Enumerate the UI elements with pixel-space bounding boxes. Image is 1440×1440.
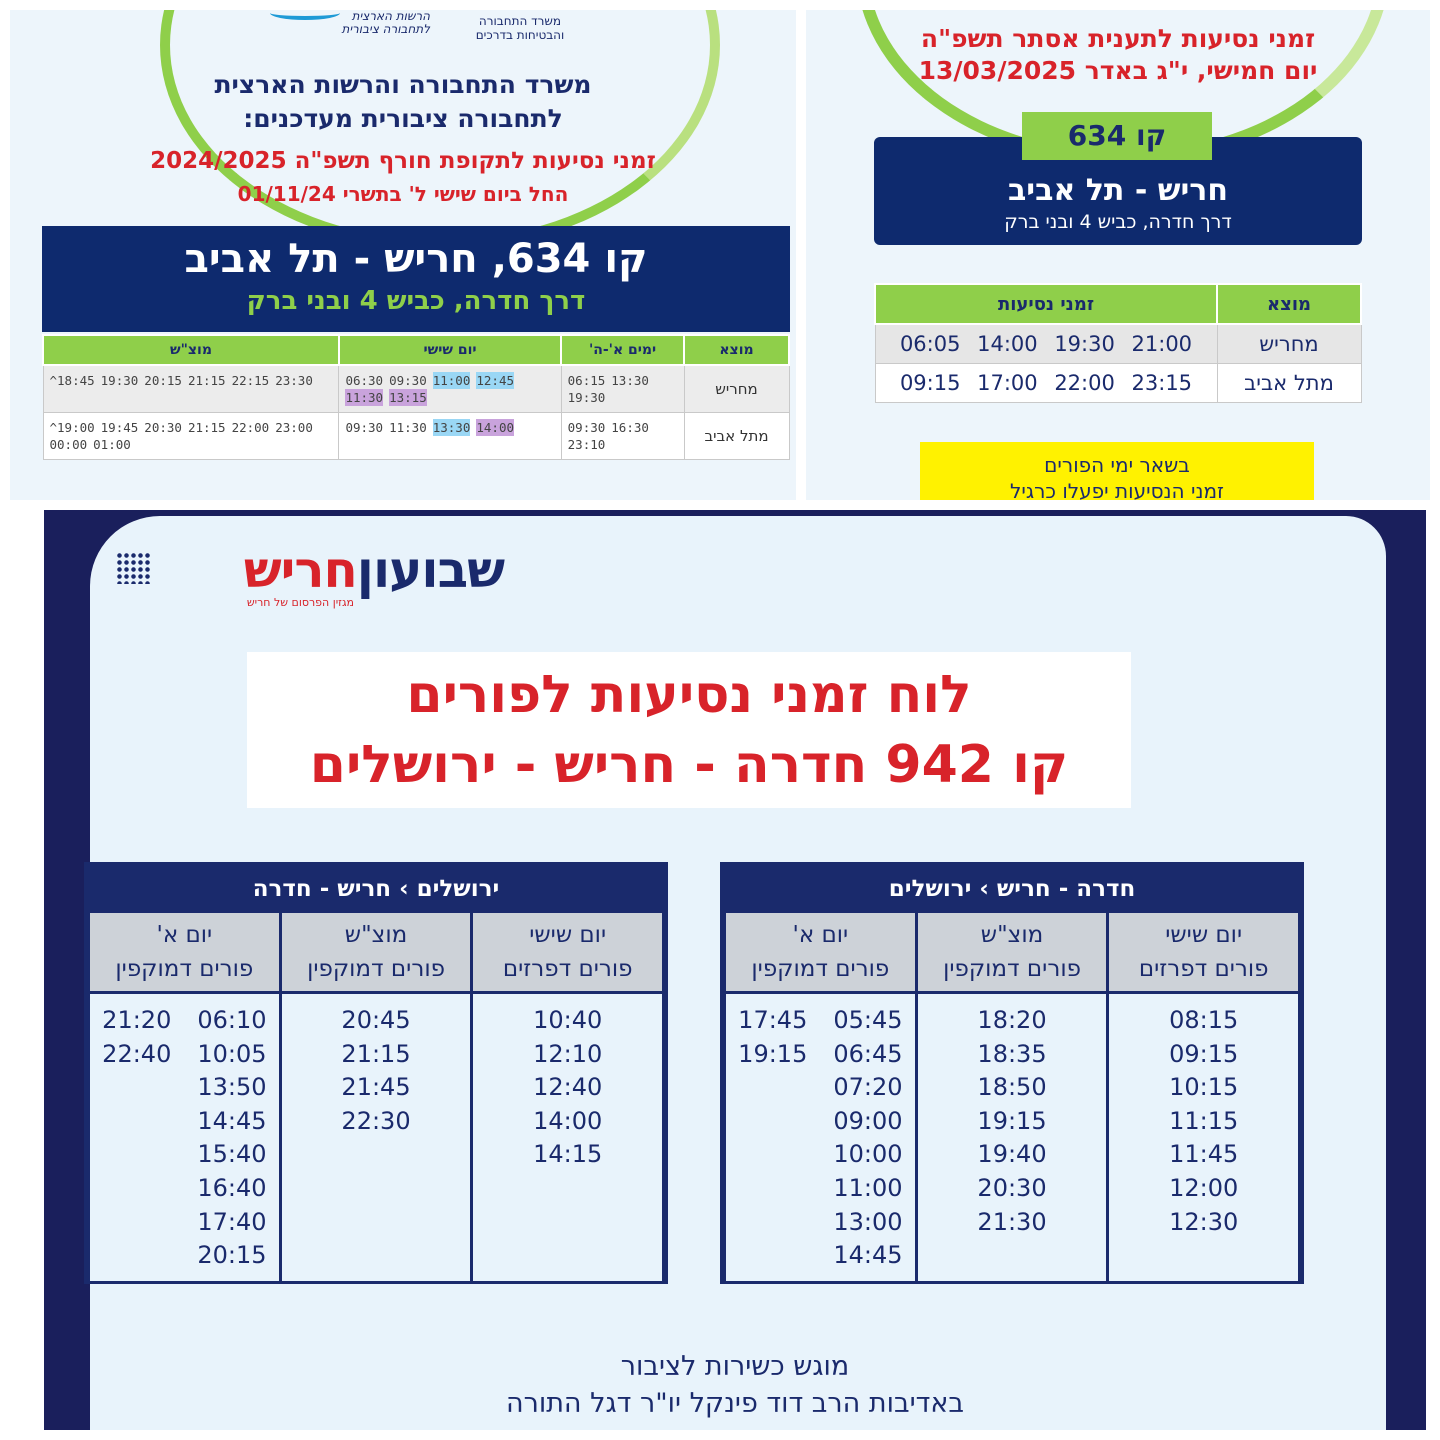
time-value: 06:10 <box>197 1006 267 1034</box>
note-line-2: זמני הנסיעות יפעלו כרגיל <box>1010 479 1224 500</box>
time-value: 09:30 <box>389 373 427 388</box>
table-row <box>43 413 789 460</box>
line-number-tag: קו 634 <box>1022 112 1212 160</box>
fast-title: זמני נסיעות לתענית אסתר תשפ"ה <box>920 24 1316 53</box>
time-value: 14:15 <box>533 1140 603 1169</box>
col-friday: יום שישי <box>339 335 561 365</box>
time-value: 17:40 <box>197 1207 267 1236</box>
time-value: 10:40 <box>533 1006 603 1034</box>
time-value: 06:45 <box>833 1039 903 1068</box>
time-value: 10:00 <box>833 1140 903 1169</box>
friday-times <box>339 413 561 460</box>
purim-line-942-panel <box>44 510 1426 1430</box>
time-value: 18:20 <box>977 1006 1047 1034</box>
time-value: 22:15 <box>231 373 270 388</box>
time-value: 21:45 <box>341 1073 411 1102</box>
time-value: 11:45 <box>1169 1140 1239 1169</box>
time-value: 14:00 <box>533 1106 603 1135</box>
friday-times <box>1108 993 1300 1281</box>
heading-line-1: משרד התחבורה והרשות הארצית <box>214 70 592 99</box>
time-value: 12:40 <box>533 1073 603 1102</box>
table-row <box>43 365 789 413</box>
authority-logo-icon <box>270 10 340 20</box>
time-value: 00:00 <box>49 437 88 452</box>
time-value: 07:20 <box>833 1073 903 1102</box>
time-value: 21:15 <box>187 420 226 435</box>
time-value: 11:00 <box>833 1173 903 1202</box>
time-value: 18:35 <box>977 1039 1047 1068</box>
fast-of-esther-panel <box>806 10 1430 500</box>
time-value: 21:15 <box>187 373 226 388</box>
time-value: 19:30 <box>100 373 139 388</box>
logos-row <box>280 10 580 50</box>
time-value: 22:30 <box>341 1106 411 1135</box>
purim-title: לוח זמני נסיעות לפורים <box>406 665 972 725</box>
authority-logo-text <box>280 10 430 36</box>
time-value: 14:00 <box>476 420 515 435</box>
origin-cell: מתל אביב <box>1217 364 1361 403</box>
times-cell: 06:05 14:00 19:30 21:00 <box>875 324 1217 364</box>
effective-date: החל ביום שישי ל' בתשרי 01/11/24 <box>237 182 569 206</box>
col-saturday-night: מוצ"ש <box>43 335 339 365</box>
saturday-times <box>43 413 339 460</box>
col-times: זמני נסיעות <box>875 284 1217 324</box>
time-value: 19:45 <box>100 420 139 435</box>
time-value: 20:15 <box>197 1241 267 1270</box>
time-value: 09:30 <box>345 420 384 435</box>
magazine-name-part-a: שבועון <box>356 541 504 599</box>
col-saturday-night: מוצ"ש פורים דמוקפין <box>280 913 472 993</box>
time-value: 13:15 <box>389 390 427 405</box>
sunday-times-a <box>197 1004 266 1273</box>
timetable-to-hadera <box>84 862 668 1284</box>
winter-schedule-panel <box>10 10 796 500</box>
sunday-times-b <box>102 1004 171 1273</box>
time-value: ^18:45 <box>49 373 95 388</box>
time-value: 13:00 <box>833 1207 903 1236</box>
time-value: 11:30 <box>389 420 427 435</box>
season-title: זמני נסיעות לתקופת חורף תשפ"ה 2024/2025 <box>150 148 656 174</box>
col-weekdays: ימים א'-ה' <box>561 335 684 365</box>
fast-timetable <box>874 283 1362 403</box>
time-value: 18:50 <box>977 1073 1047 1102</box>
table-row <box>875 324 1361 364</box>
weekday-times <box>561 413 684 460</box>
line-banner <box>42 226 790 332</box>
time-value: 21:15 <box>341 1039 411 1068</box>
magazine-tagline: מגזין הפרסום של חריש <box>246 596 354 609</box>
line-title: קו 634, חריש - תל אביב <box>184 236 648 282</box>
timetable-to-jerusalem <box>720 862 1304 1284</box>
time-value: 10:05 <box>197 1039 267 1068</box>
sunday-times-a <box>833 1004 902 1273</box>
time-value: 10:15 <box>1169 1073 1239 1102</box>
ministry-logo-text: משרד התחבורה והבטיחות בדרכים <box>475 14 565 42</box>
footer-credit <box>44 1348 1426 1422</box>
saturday-times <box>916 993 1108 1281</box>
col-sunday: יום א' פורים דמוקפין <box>89 913 281 993</box>
time-value: 11:15 <box>1169 1106 1239 1135</box>
purim-title-box <box>247 652 1131 808</box>
time-value: 12:00 <box>1169 1173 1239 1202</box>
line-route: דרך חדרה, כביש 4 ובני ברק <box>1004 211 1232 233</box>
saturday-times <box>280 993 472 1281</box>
table-row <box>875 364 1361 403</box>
time-value: 06:15 <box>567 373 606 388</box>
time-value: 09:30 <box>567 420 606 435</box>
time-value: 12:30 <box>1169 1207 1239 1236</box>
time-value: 23:10 <box>567 437 606 452</box>
magazine-name <box>244 540 504 600</box>
heading-line-2: לתחבורה ציבורית מעדכנים: <box>243 104 563 133</box>
saturday-times <box>43 365 339 413</box>
time-value: 19:40 <box>977 1140 1047 1169</box>
time-value: 09:15 <box>1169 1039 1239 1068</box>
time-value: 20:45 <box>341 1006 411 1034</box>
time-value: 15:40 <box>197 1140 267 1169</box>
announcement-heading <box>10 68 796 136</box>
friday-times <box>472 993 664 1281</box>
line-route: דרך חדרה, כביש 4 ובני ברק <box>246 286 586 316</box>
origin-cell: מחריש <box>1217 324 1361 364</box>
time-value: 17:45 <box>738 1006 808 1034</box>
time-value: 19:30 <box>567 390 606 405</box>
friday-times <box>339 365 561 413</box>
note-line-1: בשאר ימי הפורים <box>1044 453 1190 477</box>
time-value: 20:30 <box>144 420 182 435</box>
sunday-times <box>725 993 917 1281</box>
winter-timetable <box>42 334 790 460</box>
time-value: 20:15 <box>144 373 182 388</box>
time-value: 19:15 <box>977 1106 1047 1135</box>
time-value: 23:00 <box>275 420 313 435</box>
time-value: ^19:00 <box>49 420 95 435</box>
time-value: 01:00 <box>93 437 131 452</box>
footer-line-1: מוגש כשירות לציבור <box>620 1351 850 1382</box>
time-value: 14:45 <box>197 1106 267 1135</box>
time-value: 19:15 <box>738 1039 808 1068</box>
time-value: 23:30 <box>275 373 313 388</box>
col-sunday: יום א' פורים דמוקפין <box>725 913 917 993</box>
sunday-times <box>89 993 281 1281</box>
time-value: 09:00 <box>833 1106 903 1135</box>
time-value: 13:30 <box>432 420 471 435</box>
time-value: 13:30 <box>611 373 649 388</box>
time-value: 11:30 <box>345 390 384 405</box>
footer-line-2: באדיבות הרב דוד פינקל יו"ר דגל התורה <box>505 1388 965 1419</box>
sunday-times-b <box>738 1004 807 1273</box>
weekday-times <box>561 365 684 413</box>
time-value: 16:30 <box>611 420 649 435</box>
col-friday: יום שישי פורים דפרזים <box>1108 913 1300 993</box>
time-value: 12:45 <box>476 373 515 388</box>
time-value: 20:30 <box>977 1173 1047 1202</box>
origin-cell: מחריש <box>684 365 789 413</box>
times-cell: 09:15 17:00 22:00 23:15 <box>875 364 1217 403</box>
line-title: חריש - תל אביב <box>1008 173 1228 208</box>
col-origin: מוצא <box>1217 284 1361 324</box>
magazine-name-part-b: חריש <box>243 541 357 599</box>
time-value: 13:50 <box>197 1073 267 1102</box>
direction-caption: חדרה - חריש › ירושלים <box>723 865 1301 913</box>
time-value: 21:20 <box>102 1006 172 1034</box>
origin-cell: מתל אביב <box>684 413 789 460</box>
time-value: 22:40 <box>102 1039 172 1068</box>
time-value: 22:00 <box>231 420 270 435</box>
time-value: 08:15 <box>1169 1006 1239 1034</box>
col-saturday-night: מוצ"ש פורים דמוקפין <box>916 913 1108 993</box>
time-value: 21:30 <box>977 1207 1047 1236</box>
purim-note <box>920 442 1314 500</box>
time-value: 11:00 <box>432 373 471 388</box>
time-value: 12:10 <box>533 1039 603 1068</box>
time-value: 05:45 <box>833 1006 903 1034</box>
line-942-title: קו 942 חדרה - חריש - ירושלים <box>309 735 1069 795</box>
col-friday: יום שישי פורים דפרזים <box>472 913 664 993</box>
time-value: 14:45 <box>833 1241 903 1270</box>
col-origin: מוצא <box>684 335 789 365</box>
authority-logo-label: הרשות הארצית לתחבורה ציבורית <box>341 10 430 36</box>
magazine-logo <box>124 540 504 610</box>
direction-caption: ירושלים › חריש - חדרה <box>87 865 665 913</box>
fast-date: יום חמישי, י"ג באדר 13/03/2025 <box>918 56 1318 85</box>
dots-icon <box>116 552 150 584</box>
time-value: 06:30 <box>345 373 384 388</box>
time-value: 16:40 <box>197 1173 267 1202</box>
